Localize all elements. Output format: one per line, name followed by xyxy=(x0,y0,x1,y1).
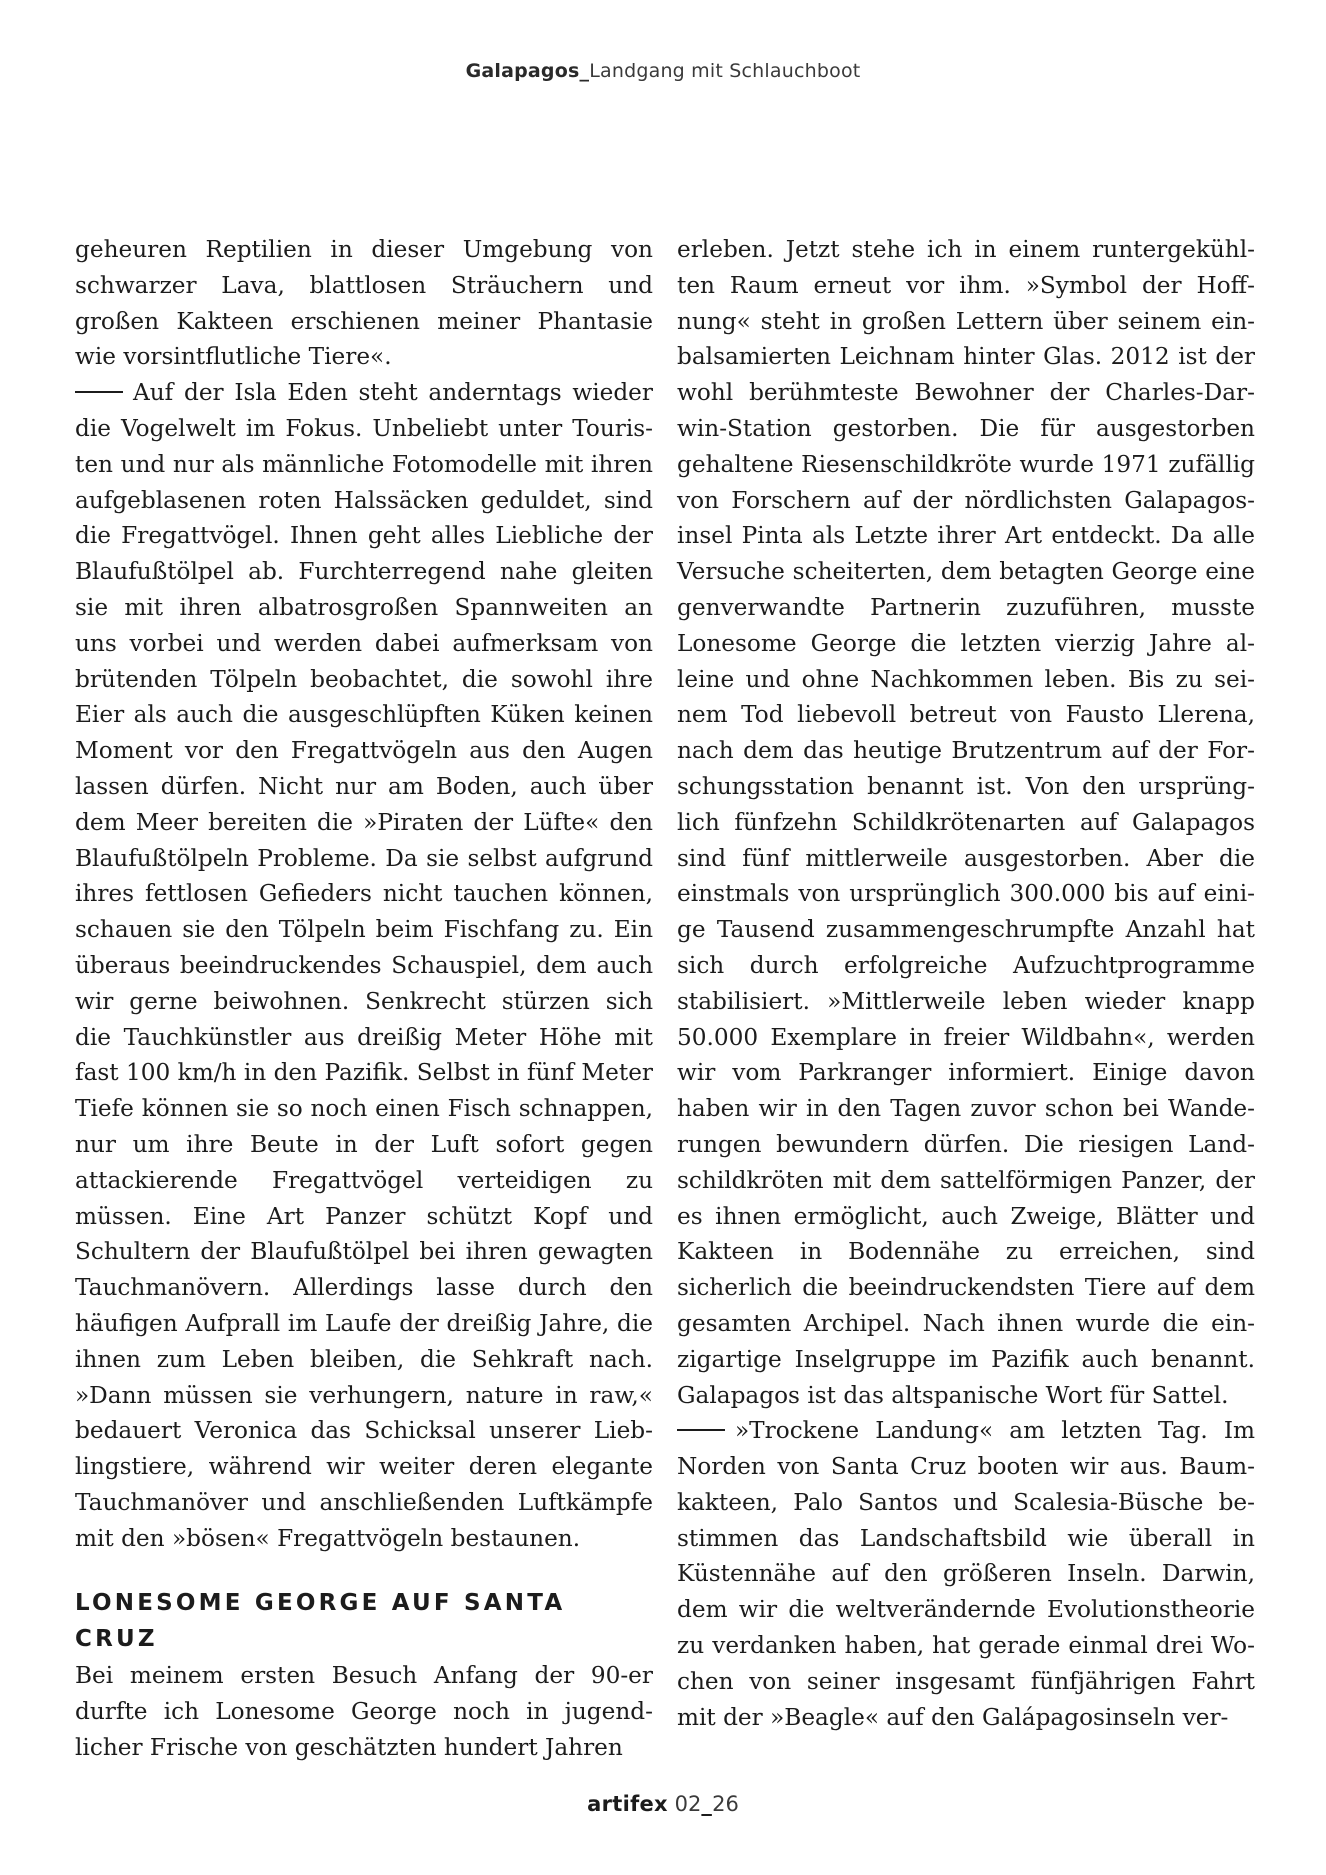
paragraph-rule xyxy=(75,391,123,393)
left-paragraph-1: geheuren Reptilien in dieser Umgebung von schwarzer Lava, blattlosen Sträuchern und großen Kakteen erschienen meiner Phantasie wie vorsintflutliche Tiere«. xyxy=(75,236,653,371)
paragraph-rule xyxy=(677,1429,725,1431)
right-paragraph-2 xyxy=(677,1413,1255,1735)
left-paragraph-2 xyxy=(75,375,653,1556)
page-number: 26 xyxy=(712,1792,739,1816)
page-footer xyxy=(0,1792,1326,1816)
magazine-name: artifex xyxy=(587,1792,668,1816)
right-paragraph-1: erleben. Jetzt stehe ich in einem runtergekühlten Raum erneut vor ihm. »Symbol der Hoffnung« steht in großen Lettern über seinem einbalsamierten Leichnam hinter Glas. 2012 ist der wohl berühmteste Bewohner der Charles-Darwin-Station gestorben. Die für ausgestorben gehaltene Riesenschildkröte wurde 1971 zufällig von Forschern auf der nördlichsten Galapagosinsel Pinta als Letzte ihrer Art entdeckt. Da alle Versuche scheiterten, dem betagten George eine genverwandte Partnerin zuzuführen, musste Lonesome George die letzten vierzig Jahre alleine und ohne Nachkommen leben. Bis zu seinem Tod liebevoll betreut von Fausto Llerena, nach dem das heutige Brutzentrum auf der Forschungsstation benannt ist. Von den ursprünglich fünfzehn Schildkrötenarten auf Galapagos sind fünf mittlerweile ausgestorben. Aber die einstmals von ursprünglich 300.000 bis auf einige Tausend zusammengeschrumpfte Anzahl hat sich durch erfolgreiche Aufzuchtprogramme stabilisiert. »Mittlerweile leben wieder knapp 50.000 Exemplare in freier Wildbahn«, werden wir vom Parkranger informiert. Einige davon haben wir in den Tagen zuvor schon bei Wanderungen bewundern dürfen. Die riesigen Landschildkröten mit dem sattelförmigen Panzer, der es ihnen ermöglicht, auch Zweige, Blätter und Kakteen in Bodennähe zu erreichen, sind sicherlich die beeindruckendsten Tiere auf dem gesamten Archipel. Nach ihnen wurde die einzigartige Inselgruppe im Pazifik auch benannt. Galapagos ist das altspanische Wort für Sattel. xyxy=(677,236,1255,1409)
left-column xyxy=(75,232,653,1765)
running-head-section: Galapagos xyxy=(465,60,580,82)
section-heading: LONESOME GEORGE AUF SANTA CRUZ xyxy=(75,1590,566,1653)
right-paragraph-2-text: »Trockene Landung« am letzten Tag. Im Norden von Santa Cruz booten wir aus. Baumkakteen, Palo Santos und Scalesia-Büsche bestimmen das Landschaftsbild wie überall in Küstennähe auf den größeren Inseln. Darwin, dem wir die weltverändernde Evolutionstheorie zu verdanken haben, hat gerade einmal drei Wochen von seiner insgesamt fünfjährigen Fahrt mit der »Beagle« auf den Galápagosinseln ver- xyxy=(677,1417,1255,1731)
left-paragraph-2-text: Auf der Isla Eden steht anderntags wieder die Vogelwelt im Fokus. Unbeliebt unter Touristen und nur als männliche Fotomodelle mit ihren aufgeblasenen roten Halssäcken geduldet, sind die Fregattvögel. Ihnen geht alles Liebliche der Blaufußtölpel ab. Furchterregend nahe gleiten sie mit ihren albatrosgroßen Spannweiten an uns vorbei und werden dabei aufmerksam von brütenden Tölpeln beobachtet, die sowohl ihre Eier als auch die ausgeschlüpften Küken keinen Moment vor den Fregattvögeln aus den Augen lassen dürfen. Nicht nur am Boden, auch über dem Meer bereiten die »Piraten der Lüfte« den Blaufußtölpeln Probleme. Da sie selbst aufgrund ihres fettlosen Gefieders nicht tauchen können, schauen sie den Tölpeln beim Fischfang zu. Ein überaus beeindruckendes Schauspiel, dem auch wir gerne beiwohnen. Senkrecht stürzen sich die Tauchkünstler aus dreißig Meter Höhe mit fast 100 km/h in den Pazifik. Selbst in fünf Meter Tiefe können sie so noch einen Fisch schnappen, nur um ihre Beute in der Luft sofort gegen attackierende Fregattvögel verteidigen zu müssen. Eine Art Panzer schützt Kopf und Schultern der Blaufußtölpel bei ihren gewagten Tauchmanövern. Allerdings lasse durch den häufigen Aufprall im Laufe der dreißig Jahre, die ihnen zum Leben bleiben, die Sehkraft nach. »Dann müssen sie verhungern, nature in raw,« bedauert Veronica das Schicksal unserer Lieblingstiere, während wir weiter deren elegante Tauchmanöver und anschließenden Luftkämpfe mit den »bösen« Fregattvögeln bestaunen. xyxy=(75,379,653,1552)
left-paragraph-3: Bei meinem ersten Besuch Anfang der 90-er durfte ich Lonesome George noch in jugendlicher Frische von geschätzten hundert Jahren xyxy=(75,1662,653,1761)
issue-number: 02 xyxy=(674,1792,702,1816)
running-head xyxy=(0,60,1326,82)
right-column xyxy=(677,232,1255,1735)
footer-separator: _ xyxy=(701,1792,713,1816)
running-head-subtitle: Landgang mit Schlauchboot xyxy=(589,60,861,82)
running-head-separator: _ xyxy=(579,60,590,82)
